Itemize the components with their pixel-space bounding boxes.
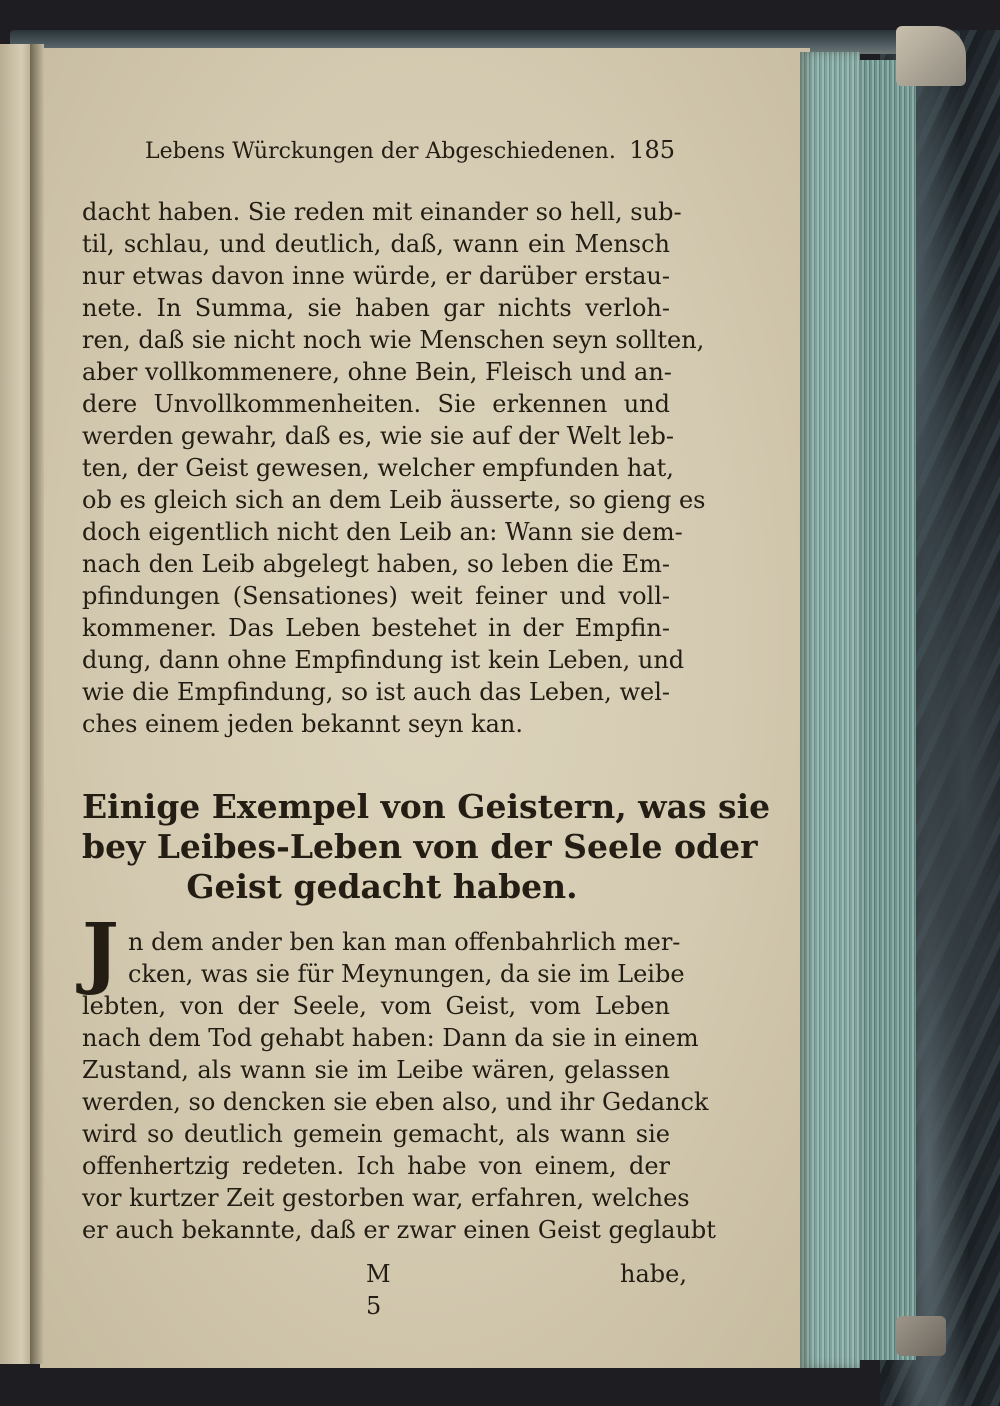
text-line: ren, daß sie nicht noch wie Menschen seyn sollten, xyxy=(82,326,705,354)
text-line: Zustand, als wann sie im Leibe wären, gelassen xyxy=(82,1056,670,1084)
text-line: n dem ander ben kan man offenbahrlich mer- xyxy=(128,928,681,956)
text-line: werden, so dencken sie eben also, und ihr Gedanck xyxy=(82,1088,709,1116)
text-line: pfindungen (Sensationes) weit feiner und voll- xyxy=(82,582,670,610)
text-line: cken, was sie für Meynungen, da sie im Leibe xyxy=(128,960,685,988)
heading-line: Einige Exempel von Geistern, was sie xyxy=(82,787,771,826)
text-line: kommener. Das Leben bestehet in der Empfin- xyxy=(82,614,670,642)
text-line: nach dem Tod gehabt haben: Dann da sie in einem xyxy=(82,1024,699,1052)
text-line: werden gewahr, daß es, wie sie auf der Welt leb- xyxy=(82,422,674,450)
text-line: ten, der Geist gewesen, welcher empfunden hat, xyxy=(82,454,674,482)
text-line: dacht haben. Sie reden mit einander so hell, sub- xyxy=(82,198,682,226)
text-line: nete. In Summa, sie haben gar nichts verloh- xyxy=(82,294,670,322)
worn-corner-bottom xyxy=(896,1316,946,1356)
worn-corner-top xyxy=(896,26,966,86)
text-line: aber vollkommenere, ohne Bein, Fleisch und an- xyxy=(82,358,672,386)
text-line: dung, dann ohne Empfindung ist kein Leben, und xyxy=(82,646,685,674)
text-line: wie die Empfindung, so ist auch das Leben, wel- xyxy=(82,678,670,706)
text-line: ob es gleich sich an dem Leib äusserte, so gieng es xyxy=(82,486,706,514)
text-line: dere Unvollkommenheiten. Sie erkennen und xyxy=(82,390,670,418)
drop-cap: J xyxy=(82,907,119,998)
signature-mark: M 5 xyxy=(366,1260,391,1320)
running-header xyxy=(145,136,675,164)
text-line: offenhertzig redeten. Ich habe von einem, der xyxy=(82,1152,670,1180)
text-line: vor kurtzer Zeit gestorben war, erfahren, welches xyxy=(82,1184,690,1212)
text-line: wird so deutlich gemein gemacht, als wann sie xyxy=(82,1120,670,1148)
text-line: nach den Leib abgelegt haben, so leben die Em- xyxy=(82,550,670,578)
text-line: ches einem jeden bekannt seyn kan. xyxy=(82,710,523,738)
text-line: lebten, von der Seele, vom Geist, vom Leben xyxy=(82,992,670,1020)
text-line: doch eigentlich nicht den Leib an: Wann sie dem- xyxy=(82,518,683,546)
running-title: Lebens Würckungen der Abgeschiedenen. xyxy=(145,139,616,164)
page-block-edge xyxy=(800,52,860,1368)
book-gutter xyxy=(30,44,44,1364)
catchword: habe, xyxy=(620,1260,687,1288)
text-line: er auch bekannte, daß er zwar einen Geist geglaubt xyxy=(82,1216,716,1244)
page-number: 185 xyxy=(629,136,675,164)
text-line: til, schlau, und deutlich, daß, wann ein Mensch xyxy=(82,230,670,258)
heading-line: Geist gedacht haben. xyxy=(186,867,578,906)
text-line: nur etwas davon inne würde, er darüber erstau- xyxy=(82,262,670,290)
heading-line: bey Leibes-Leben von der Seele oder xyxy=(82,827,758,866)
